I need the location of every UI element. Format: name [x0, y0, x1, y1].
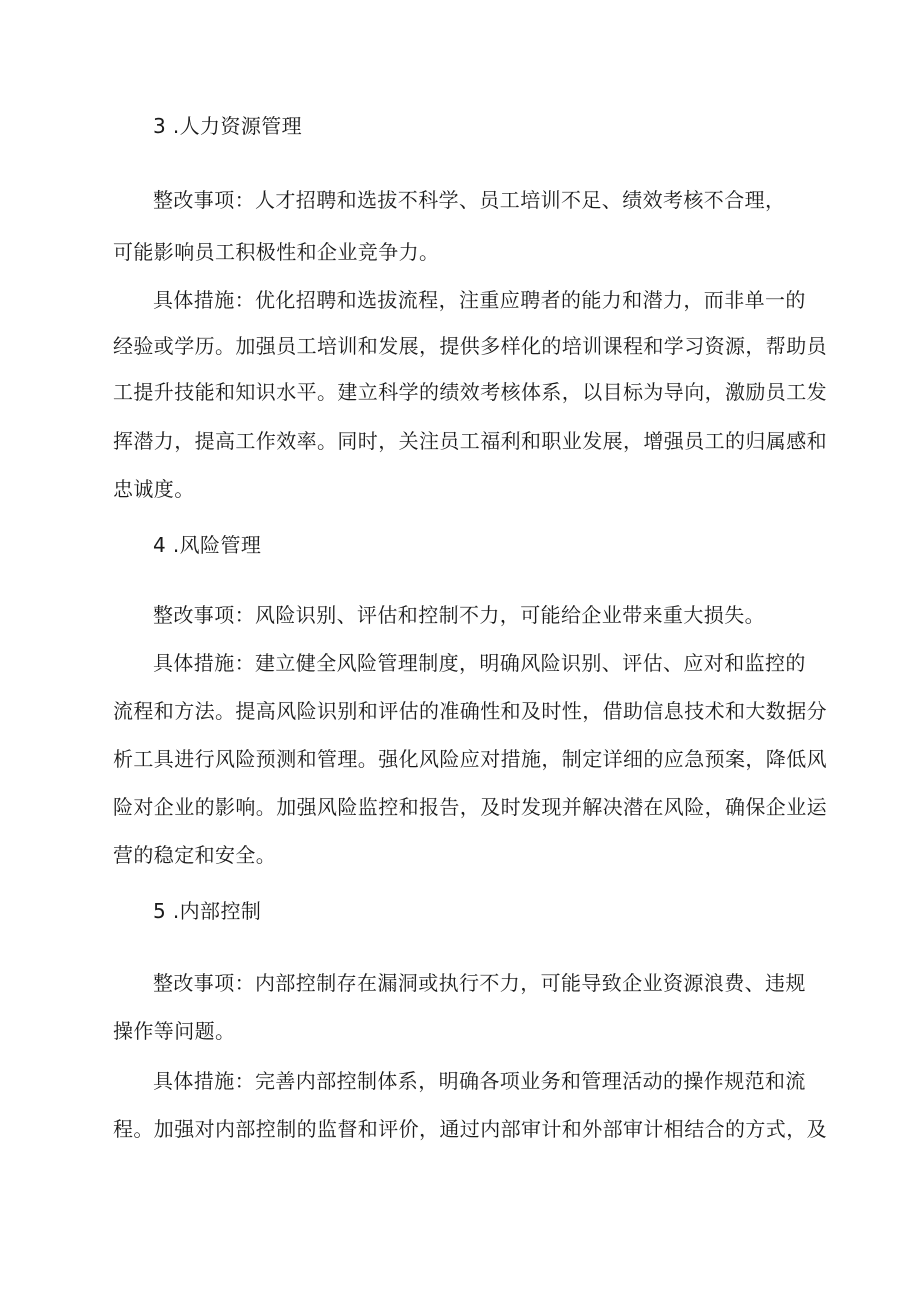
- issue-line: 整改事项：内部控制存在漏洞或执行不力，可能导致企业资源浪费、违规: [153, 971, 806, 995]
- measure-line: 具体措施：完善内部控制体系，明确各项业务和管理活动的操作规范和流: [153, 1069, 806, 1093]
- measure-line: 程。加强对内部控制的监督和评价，通过内部审计和外部审计相结合的方式，及: [113, 1117, 827, 1141]
- issue-line: 整改事项：人才招聘和选拔不科学、员工培训不足、绩效考核不合理，: [153, 188, 786, 212]
- section-heading-internal-control: 5 .内部控制: [153, 899, 262, 923]
- measure-line: 流程和方法。提高风险识别和评估的准确性和及时性，借助信息技术和大数据分: [113, 699, 827, 723]
- measure-line: 具体措施：优化招聘和选拔流程，注重应聘者的能力和潜力，而非单一的: [153, 288, 806, 312]
- section-heading-risk: 4 .风险管理: [153, 533, 262, 557]
- issue-line: 可能影响员工积极性和企业竞争力。: [113, 240, 440, 264]
- issue-line: 整改事项：风险识别、评估和控制不力，可能给企业带来重大损失。: [153, 603, 765, 627]
- measure-line: 工提升技能和知识水平。建立科学的绩效考核体系，以目标为导向，激励员工发: [113, 380, 827, 404]
- measure-line: 忠诚度。: [113, 477, 195, 501]
- issue-line: 操作等问题。: [113, 1019, 236, 1043]
- measure-line: 具体措施：建立健全风险管理制度，明确风险识别、评估、应对和监控的: [153, 651, 806, 675]
- measure-line: 营的稳定和安全。: [113, 843, 277, 867]
- measure-line: 析工具进行风险预测和管理。强化风险应对措施，制定详细的应急预案，降低风: [113, 747, 827, 771]
- measure-line: 险对企业的影响。加强风险监控和报告，及时发现并解决潜在风险，确保企业运: [113, 795, 827, 819]
- section-heading-hr: 3 .人力资源管理: [153, 114, 303, 138]
- measure-line: 挥潜力，提高工作效率。同时，关注员工福利和职业发展，增强员工的归属感和: [113, 429, 827, 453]
- measure-line: 经验或学历。加强员工培训和发展，提供多样化的培训课程和学习资源，帮助员: [113, 334, 827, 358]
